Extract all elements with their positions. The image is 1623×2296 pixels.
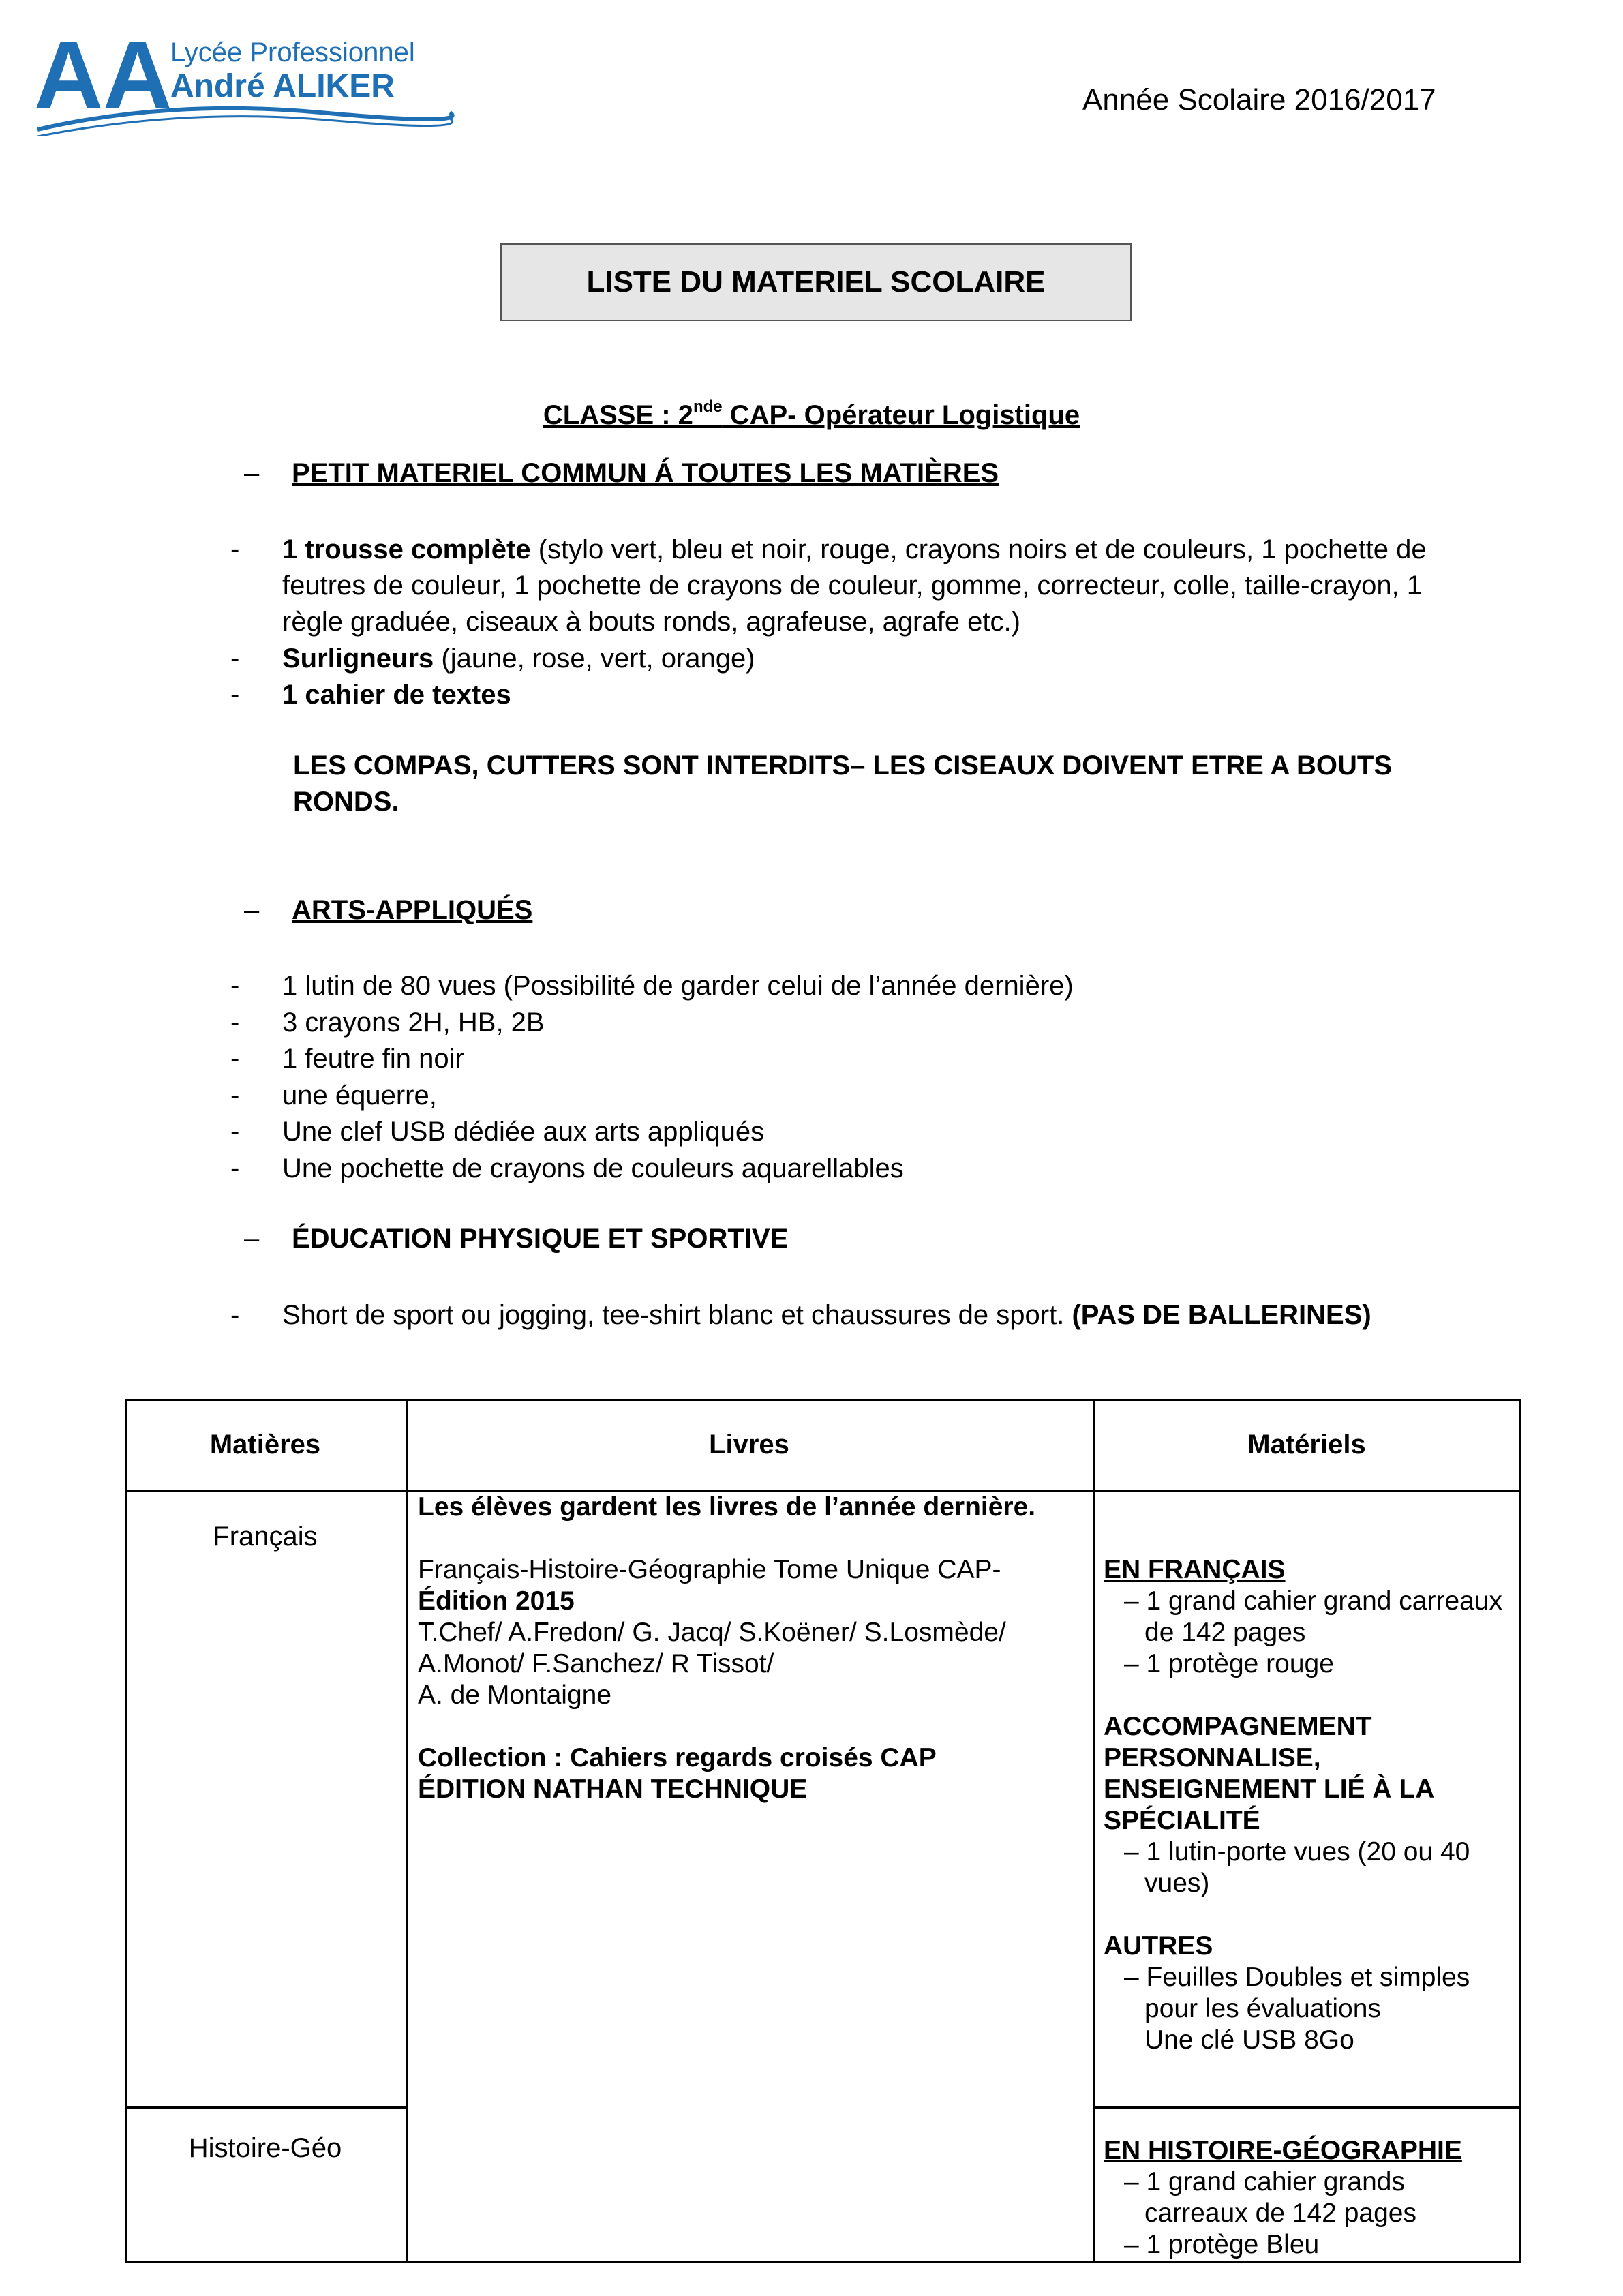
warning-text: LES COMPAS, CUTTERS SONT INTERDITS– LES CISEAUX DOIVENT ETRE A BOUTS RONDS. <box>293 751 1392 817</box>
class-heading <box>0 397 1623 431</box>
livres-cell: Les élèves gardent les livres de l’année dernière. Français-Histoire-Géographie Tome Unique CAP- Édition 2015 T.Chef/ A.Fredon/ G. Jacq/ S.Koëner/ S.Losmède/ A.Monot/ F.Sanchez/ R Tissot/ A. de Montaigne Collection : Cahiers regards croisés CAP ÉDITION NATHAN TECHNIQUE <box>418 1492 1036 1804</box>
school-logo <box>34 27 457 136</box>
logo-mark: AA <box>34 27 172 128</box>
list-item: - Surligneurs (jaune, rose, vert, orange) <box>230 644 755 674</box>
list-item: - Une pochette de crayons de couleurs aquarellables <box>230 1153 904 1183</box>
list-item: - une équerre, <box>230 1081 437 1111</box>
logo-line2: André ALIKER <box>170 68 395 104</box>
materials-table <box>125 1399 1521 2263</box>
list-item: - Short de sport ou jogging, tee-shirt blanc et chaussures de sport. (PAS DE BALLERINES) <box>230 1300 1371 1330</box>
section-heading-commun: – PETIT MATERIEL COMMUN Á TOUTES LES MATIÈRES <box>244 458 999 488</box>
page-title: LISTE DU MATERIEL SCOLAIRE <box>586 265 1046 299</box>
section-heading-eps: – ÉDUCATION PHYSIQUE ET SPORTIVE <box>244 1224 789 1254</box>
logo-graphic <box>34 27 457 136</box>
table-header-livres: Livres <box>709 1430 789 1460</box>
class-heading-text: CLASSE : 2nde CAP- Opérateur Logistique <box>543 397 1080 430</box>
materiels-cell-histoire: EN HISTOIRE-GÉOGRAPHIE – 1 grand cahier grands carreaux de 142 pages – 1 protège Bleu <box>1104 2136 1462 2259</box>
list-item: - Une clef USB dédiée aux arts appliqués <box>230 1117 765 1147</box>
school-year: Année Scolaire 2016/2017 <box>1082 83 1436 117</box>
list-item: - 1 trousse complète (stylo vert, bleu et noir, rouge, crayons noirs et de couleurs, 1 pochette de feutres de couleur, 1 pochette de crayons de couleur, gomme, correcteur, colle, taille-crayon, 1 règle graduée, ciseaux à bouts ronds, agrafeuse, agrafe etc.) <box>230 534 1427 637</box>
list-item: - 1 feutre fin noir <box>230 1044 464 1074</box>
subject-francais: Français <box>213 1522 318 1552</box>
materiels-cell-francais: EN FRANÇAIS – 1 grand cahier grand carreaux de 142 pages – 1 protège rouge ACCOMPAGNEMENT PERSONNALISE, ENSEIGNEMENT LIÉ À LA SPÉCIALITÉ – 1 lutin-porte vues (20 ou 40 vues) AUTRES – Feuilles Doubles et simples pour les évaluations Une clé USB 8Go <box>1104 1555 1503 2055</box>
logo-line1: Lycée Professionnel <box>170 37 415 67</box>
table-header-matieres: Matières <box>209 1430 321 1460</box>
page-title-box <box>500 243 1132 321</box>
list-item: - 1 lutin de 80 vues (Possibilité de garder celui de l’année dernière) <box>230 971 1074 1001</box>
list-item: - 3 crayons 2H, HB, 2B <box>230 1008 545 1038</box>
section-heading-arts: – ARTS-APPLIQUÉS <box>244 895 533 925</box>
subject-histoire-geo: Histoire-Géo <box>188 2133 342 2163</box>
table-header-materiels: Matériels <box>1247 1430 1366 1460</box>
list-item: - 1 cahier de textes <box>230 680 511 710</box>
